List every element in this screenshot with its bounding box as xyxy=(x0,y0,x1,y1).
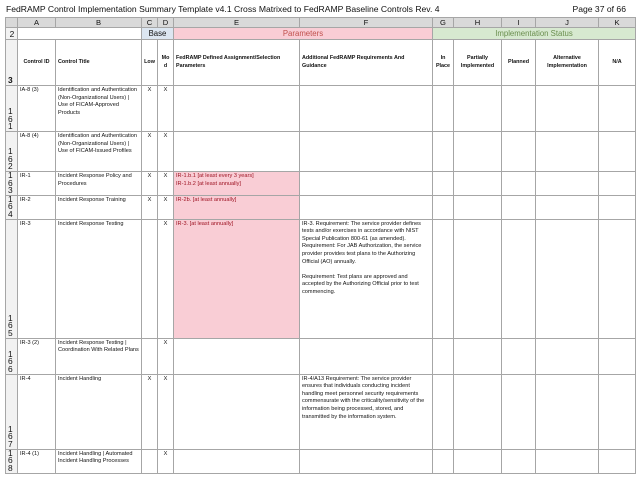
low-header: Low xyxy=(142,40,158,86)
mod-mark: X xyxy=(158,338,174,374)
na-cell xyxy=(599,374,636,449)
partially-implemented-cell xyxy=(454,449,502,473)
in-place-header: In Place xyxy=(433,40,454,86)
alternative-implementation-cell xyxy=(536,449,599,473)
na-cell xyxy=(599,219,636,338)
planned-cell xyxy=(502,86,536,132)
mod-mark: X xyxy=(158,374,174,449)
alternative-implementation-cell xyxy=(536,219,599,338)
defined-parameters-cell xyxy=(174,374,300,449)
planned-header: Planned xyxy=(502,40,536,86)
low-mark xyxy=(142,449,158,473)
na-header: N/A xyxy=(599,40,636,86)
row-number: 3 xyxy=(6,40,18,86)
page-number: Page 37 of 66 xyxy=(572,4,626,14)
alternative-implementation-cell xyxy=(536,86,599,132)
control-title-cell: Incident Response Training xyxy=(56,195,142,219)
column-letter-row xyxy=(6,18,636,28)
in-place-cell xyxy=(433,132,454,172)
control-id-cell: IA-8 (3) xyxy=(18,86,56,132)
control-id-cell: IR-4 xyxy=(18,374,56,449)
in-place-cell xyxy=(433,86,454,132)
row-number: 161 xyxy=(6,86,18,132)
defined-parameters-cell xyxy=(174,132,300,172)
column-letter: E xyxy=(174,18,300,28)
defined-parameters-header: FedRAMP Defined Assignment/Selection Parameters xyxy=(174,40,300,86)
alternative-implementation-cell xyxy=(536,374,599,449)
row-number: 166 xyxy=(6,338,18,374)
row-number: 164 xyxy=(6,195,18,219)
low-mark xyxy=(142,219,158,338)
defined-parameters-cell xyxy=(174,338,300,374)
additional-guidance-cell xyxy=(300,449,433,473)
planned-cell xyxy=(502,195,536,219)
partially-implemented-cell xyxy=(454,86,502,132)
row-number: 162 xyxy=(6,132,18,172)
control-id-header: Control ID xyxy=(18,40,56,86)
control-title-header: Control Title xyxy=(56,40,142,86)
na-cell xyxy=(599,449,636,473)
na-cell xyxy=(599,338,636,374)
column-letter: C xyxy=(142,18,158,28)
table-row xyxy=(6,338,636,374)
column-letter: K xyxy=(599,18,636,28)
control-id-cell: IR-3 (2) xyxy=(18,338,56,374)
group-header-row xyxy=(6,28,636,40)
low-mark: X xyxy=(142,132,158,172)
alternative-implementation-cell xyxy=(536,195,599,219)
mod-mark: X xyxy=(158,132,174,172)
planned-cell xyxy=(502,449,536,473)
low-mark: X xyxy=(142,374,158,449)
control-id-cell: IR-1 xyxy=(18,172,56,196)
defined-parameters-cell: IR-3. [at least annually] xyxy=(174,219,300,338)
defined-parameters-cell xyxy=(174,86,300,132)
column-letter: J xyxy=(536,18,599,28)
column-letter: G xyxy=(433,18,454,28)
additional-guidance-cell: IR-3. Requirement: The service provider defines tests and/or exercises in accordance with NIST Special Publication 800-61 (as amended). Requirement: For JAB Authorization, the service provider provides test plans to the Authorizing Official (AO) annually. Requirement: Test plans are approved and accepted by the Authorizing Official prior to test commencing. xyxy=(300,219,433,338)
control-id-cell: IR-2 xyxy=(18,195,56,219)
control-id-cell: IR-4 (1) xyxy=(18,449,56,473)
control-matrix-table xyxy=(5,17,636,474)
control-title-cell: Identification and Authentication (Non-Organizational Users) | Use of FICAM-Approved Products xyxy=(56,86,142,132)
row-number: 167 xyxy=(6,374,18,449)
table-row xyxy=(6,86,636,132)
base-group-header: Base xyxy=(142,28,174,40)
low-mark: X xyxy=(142,86,158,132)
additional-guidance-cell: IR-4/A13 Requirement: The service provider ensures that individuals conducting incident handling meet personnel security requirements commensurate with the criticality/sensitivity of the information being processed, stored, and transmitted by the information system. xyxy=(300,374,433,449)
control-title-cell: Incident Response Testing | Coordination With Related Plans xyxy=(56,338,142,374)
na-cell xyxy=(599,195,636,219)
in-place-cell xyxy=(433,195,454,219)
column-letter: B xyxy=(56,18,142,28)
control-title-cell: Incident Response Policy and Procedures xyxy=(56,172,142,196)
partially-implemented-cell xyxy=(454,195,502,219)
na-cell xyxy=(599,86,636,132)
table-row xyxy=(6,219,636,338)
parameters-group-header: Parameters xyxy=(174,28,433,40)
partially-implemented-header: Partially Implemented xyxy=(454,40,502,86)
partially-implemented-cell xyxy=(454,374,502,449)
additional-guidance-cell xyxy=(300,172,433,196)
low-mark xyxy=(142,338,158,374)
additional-guidance-cell xyxy=(300,132,433,172)
additional-requirements-header: Additional FedRAMP Requirements And Guidance xyxy=(300,40,433,86)
row-number: 163 xyxy=(6,172,18,196)
low-mark: X xyxy=(142,172,158,196)
planned-cell xyxy=(502,172,536,196)
column-header-row xyxy=(6,40,636,86)
partially-implemented-cell xyxy=(454,172,502,196)
control-title-cell: Incident Handling xyxy=(56,374,142,449)
column-letter: I xyxy=(502,18,536,28)
na-cell xyxy=(599,172,636,196)
mod-mark: X xyxy=(158,86,174,132)
control-id-cell: IA-8 (4) xyxy=(18,132,56,172)
table-row xyxy=(6,195,636,219)
defined-parameters-cell xyxy=(174,449,300,473)
table-row xyxy=(6,449,636,473)
planned-cell xyxy=(502,132,536,172)
implementation-status-group-header: Implementation Status xyxy=(433,28,636,40)
alternative-implementation-header: Alternative Implementation xyxy=(536,40,599,86)
mod-mark: X xyxy=(158,219,174,338)
in-place-cell xyxy=(433,374,454,449)
na-cell xyxy=(599,132,636,172)
defined-parameters-cell: IR-2b. [at least annually] xyxy=(174,195,300,219)
partially-implemented-cell xyxy=(454,219,502,338)
table-row xyxy=(6,132,636,172)
additional-guidance-cell xyxy=(300,86,433,132)
alternative-implementation-cell xyxy=(536,132,599,172)
control-title-cell: Incident Response Testing xyxy=(56,219,142,338)
control-id-cell: IR-3 xyxy=(18,219,56,338)
additional-guidance-cell xyxy=(300,338,433,374)
column-letter: D xyxy=(158,18,174,28)
corner-cell xyxy=(6,18,18,28)
control-title-cell: Incident Handling | Automated Incident Handling Processes xyxy=(56,449,142,473)
column-letter: A xyxy=(18,18,56,28)
partially-implemented-cell xyxy=(454,132,502,172)
planned-cell xyxy=(502,374,536,449)
control-title-cell: Identification and Authentication (Non-Organizational Users) | Use of FICAM-Issued Profiles xyxy=(56,132,142,172)
document-title: FedRAMP Control Implementation Summary Template v4.1 Cross Matrixed to FedRAMP Baseline Controls Rev. 4 xyxy=(6,4,440,14)
mod-mark: X xyxy=(158,172,174,196)
column-letter: F xyxy=(300,18,433,28)
alternative-implementation-cell xyxy=(536,338,599,374)
column-letter: H xyxy=(454,18,502,28)
empty-group-cell xyxy=(18,28,142,40)
row-number: 168 xyxy=(6,449,18,473)
mod-mark: X xyxy=(158,195,174,219)
partially-implemented-cell xyxy=(454,338,502,374)
in-place-cell xyxy=(433,338,454,374)
low-mark: X xyxy=(142,195,158,219)
row-number: 2 xyxy=(6,28,18,40)
in-place-cell xyxy=(433,449,454,473)
in-place-cell xyxy=(433,172,454,196)
in-place-cell xyxy=(433,219,454,338)
mod-mark: X xyxy=(158,449,174,473)
defined-parameters-cell: IR-1.b.1 [at least every 3 years] IR-1.b.2 [at least annually] xyxy=(174,172,300,196)
table-row xyxy=(6,172,636,196)
planned-cell xyxy=(502,338,536,374)
table-row xyxy=(6,374,636,449)
additional-guidance-cell xyxy=(300,195,433,219)
alternative-implementation-cell xyxy=(536,172,599,196)
row-number: 165 xyxy=(6,219,18,338)
planned-cell xyxy=(502,219,536,338)
mod-header: Mod xyxy=(158,40,174,86)
